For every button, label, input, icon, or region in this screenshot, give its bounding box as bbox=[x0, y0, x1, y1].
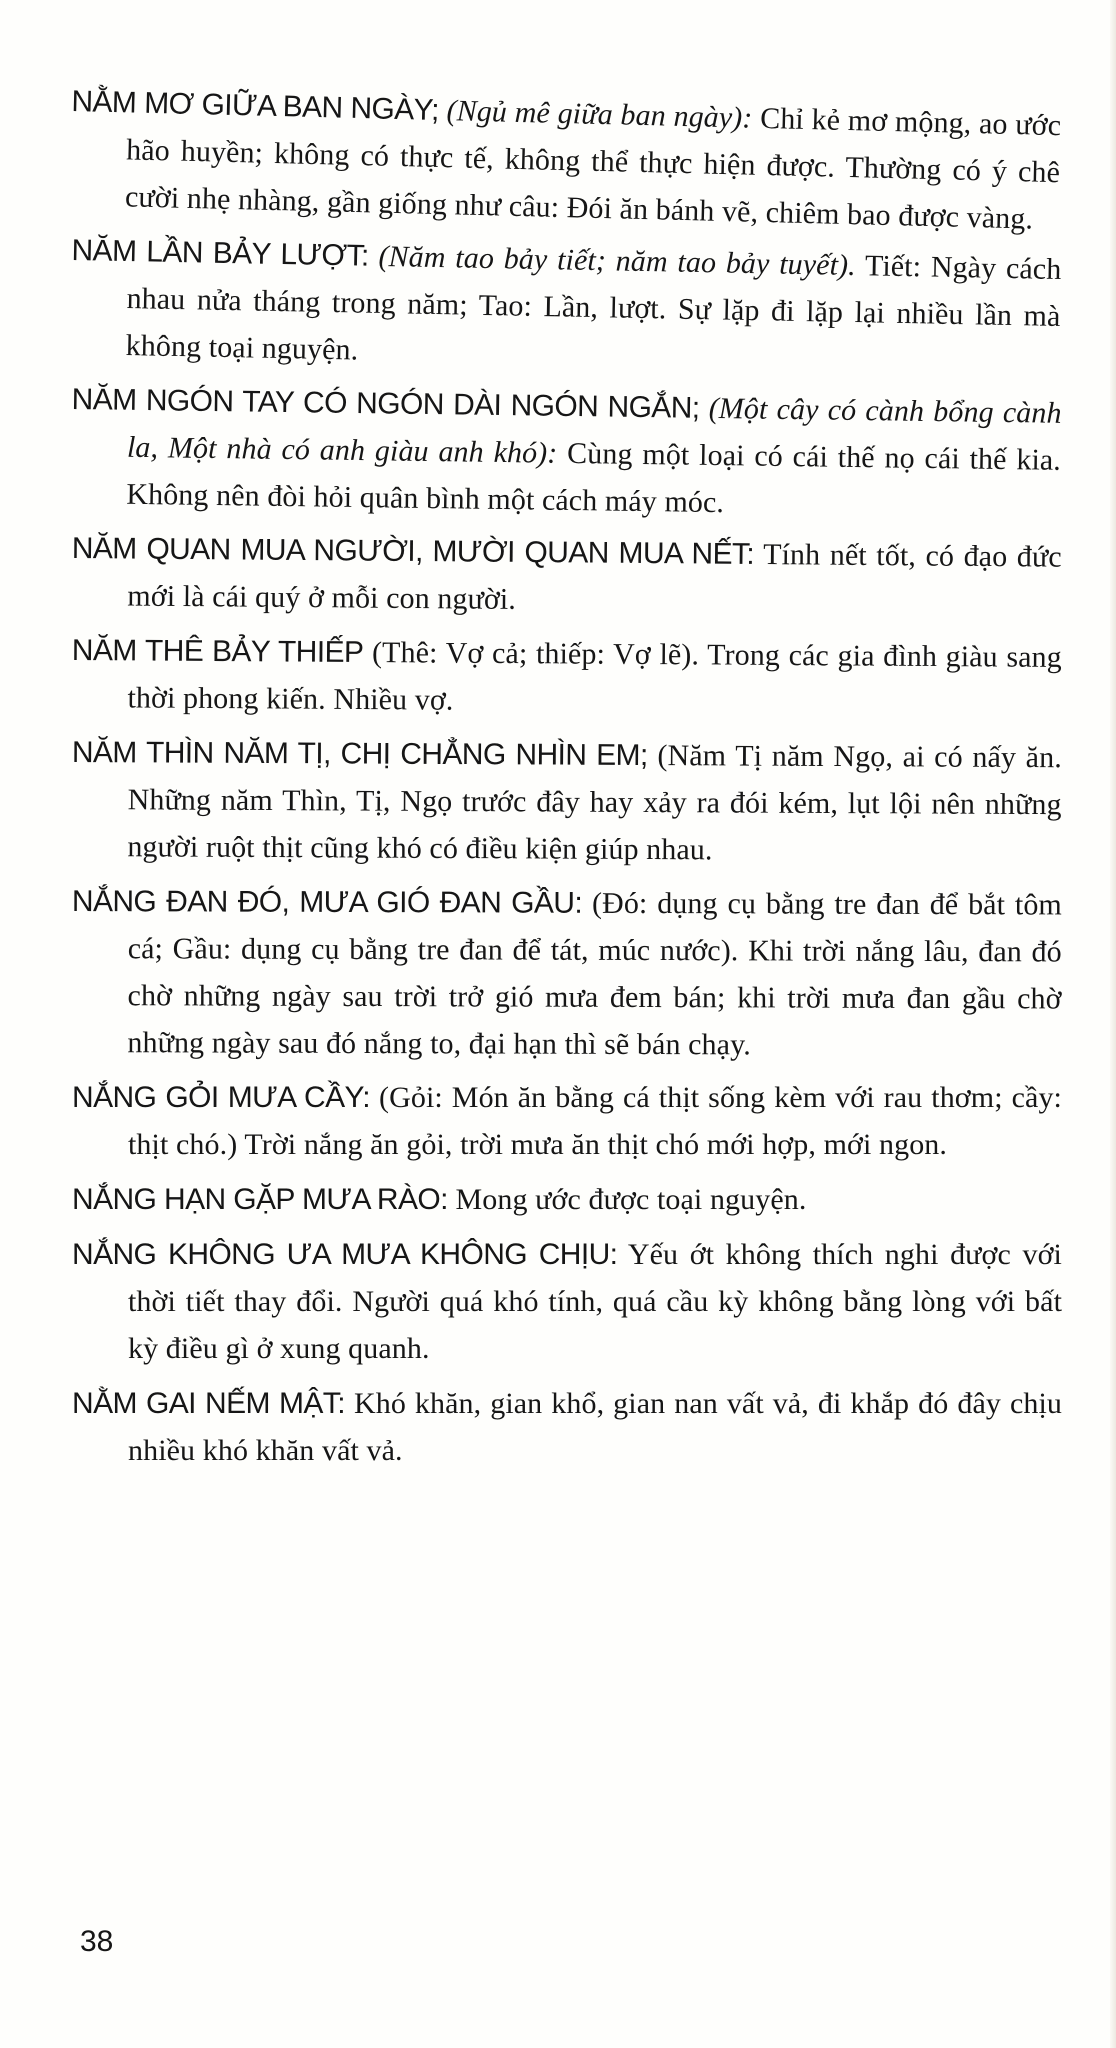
dictionary-entry bbox=[69, 78, 1062, 243]
entry-headword: NĂM LẦN BẢY LƯỢT: bbox=[71, 233, 370, 273]
dictionary-entry bbox=[71, 878, 1062, 1069]
entry-definition: (Đó: dụng cụ bằng tre đan để bắt tôm cá; Gầu: dụng cụ bằng tre đan để tát, múc nước). Khi trời nắng lâu, đan đó chờ những ngày sau trời trở gió mưa đem bán; khi trời mưa đan gầu chờ những ngày sau đó nắng to, đại hạn thì sẽ bán chạy. bbox=[127, 886, 1062, 1062]
entry-definition: Cùng một loại có cái thế nọ cái thế kia. Không nên đòi hỏi quân bình một cách máy móc. bbox=[126, 436, 1062, 520]
entry-headword: NẰM MƠ GIỮA BAN NGÀY; bbox=[71, 84, 440, 127]
dictionary-entries bbox=[72, 78, 1062, 1482]
entry-definition: (Gỏi: Món ăn bằng cá thịt sống kèm với rau thơm; cầy: thịt chó.) Trời nắng ăn gỏi, trời mưa ăn thịt chó mới hợp, mới ngon. bbox=[128, 1081, 1062, 1161]
entry-definition: Khó khăn, gian khổ, gian nan vất vả, đi khắp đó đây chịu nhiều khó khăn vất vả. bbox=[128, 1387, 1063, 1467]
entry-headword: NẮNG HẠN GẶP MƯA RÀO: bbox=[72, 1183, 448, 1216]
page-edge-shadow bbox=[1110, 0, 1116, 2048]
entry-headword: NẰM GAI NẾM MẬT: bbox=[72, 1387, 345, 1420]
entry-headword: NẮNG ĐAN ĐÓ, MƯA GIÓ ĐAN GẦU: bbox=[71, 884, 583, 920]
dictionary-entry bbox=[72, 1231, 1062, 1372]
entry-variant: (Một cây có cành bổng cành la, Một nhà có anh giàu anh khó): bbox=[126, 391, 1062, 470]
dictionary-entry bbox=[70, 376, 1062, 531]
entry-variant: (Ngủ mê giữa ban ngày): bbox=[446, 94, 753, 135]
entry-headword: NẮNG GỎI MƯA CẦY: bbox=[72, 1081, 370, 1114]
dictionary-entry bbox=[71, 627, 1062, 728]
entry-definition: Yếu ớt không thích nghi được với thời tiết thay đổi. Người quá khó tính, quá cầu kỳ không bằng lòng với bất kỳ điều gì ở xung quanh. bbox=[128, 1238, 1062, 1365]
dictionary-entry bbox=[72, 1176, 1062, 1223]
entry-headword: NẮNG KHÔNG ƯA MƯA KHÔNG CHỊU: bbox=[72, 1238, 618, 1271]
dictionary-entry bbox=[71, 525, 1062, 628]
dictionary-entry bbox=[72, 1380, 1062, 1474]
entry-headword: NĂM THÌN NĂM TỊ, CHỊ CHẲNG NHÌN EM; bbox=[71, 735, 648, 773]
dictionary-entry bbox=[72, 1074, 1062, 1168]
entry-headword: NĂM QUAN MUA NGƯỜI, MƯỜI QUAN MUA NẾT: bbox=[71, 531, 755, 571]
dictionary-entry bbox=[71, 729, 1062, 875]
dictionary-entry bbox=[69, 227, 1062, 387]
entry-definition: Mong ước được toại nguyện. bbox=[455, 1183, 807, 1216]
entry-definition: Tiết: Ngày cách nhau nửa tháng trong năm; Tao: Lần, lượt. Sự lặp đi lặp lại nhiều lần mà không toại nguyện. bbox=[125, 249, 1062, 367]
page-number: 38 bbox=[80, 1925, 114, 1958]
entry-definition: Chỉ kẻ mơ mộng, ao ước hão huyền; không có thực tế, không thể thực hiện được. Thường có ý chê cười nhẹ nhàng, gần giống như câu: Đói ăn bánh vẽ, chiêm bao được vàng. bbox=[124, 101, 1062, 236]
entry-definition: Tính nết tốt, có đạo đức mới là cái quý ở mỗi con người. bbox=[127, 538, 1062, 616]
entry-variant: (Năm tao bảy tiết; năm tao bảy tuyết). bbox=[378, 239, 857, 283]
entry-definition: (Năm Tị năm Ngọ, ai có nấy ăn. Những năm Thìn, Tị, Ngọ trước đây hay xảy ra đói kém, lụt lội nên những người ruột thịt cũng khó có điều kiện giúp nhau. bbox=[127, 739, 1062, 867]
entry-headword: NĂM THÊ BẢY THIẾP bbox=[71, 633, 364, 670]
entry-headword: NĂM NGÓN TAY CÓ NGÓN DÀI NGÓN NGẮN; bbox=[71, 382, 700, 425]
entry-definition: (Thê: Vợ cả; thiếp: Vợ lẽ). Trong các gia đình giàu sang thời phong kiến. Nhiều vợ. bbox=[127, 636, 1062, 717]
